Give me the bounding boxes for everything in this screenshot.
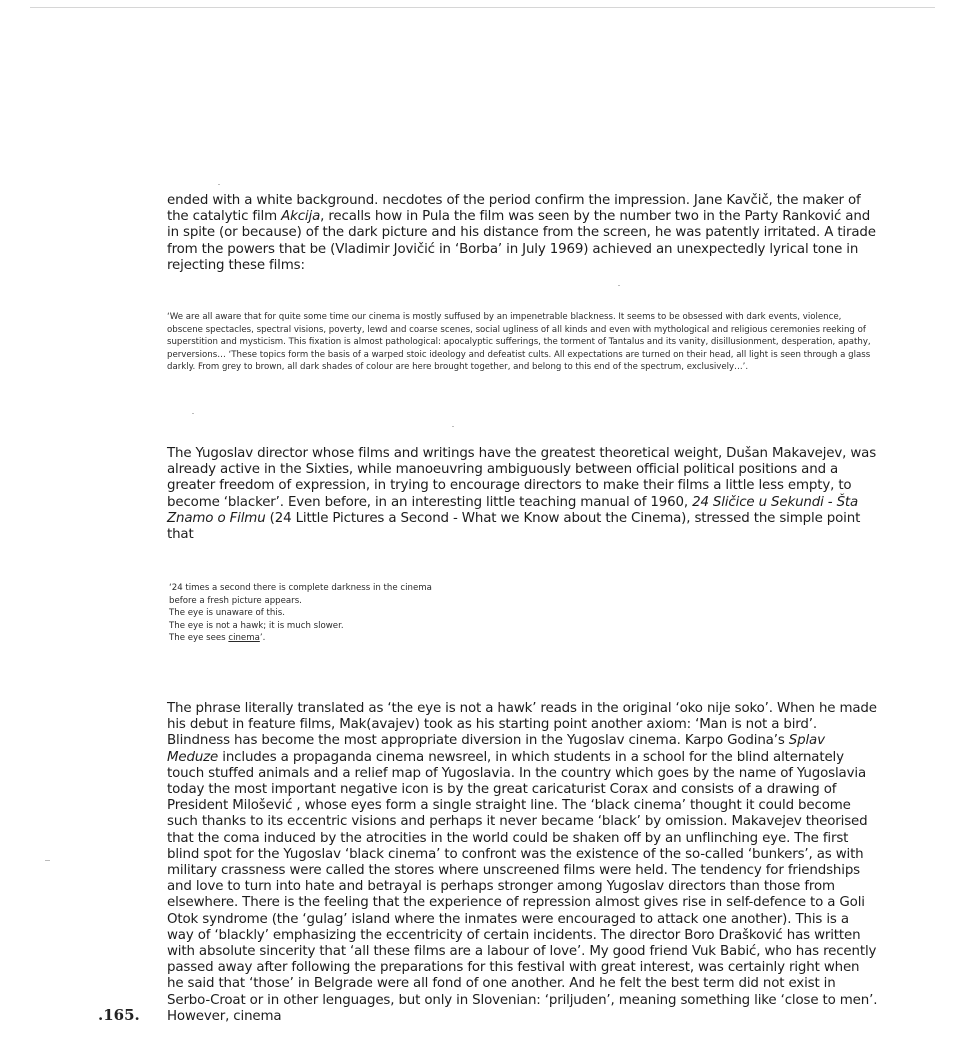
quote-line: The eye sees cinema’. — [169, 633, 266, 644]
quote-line: The eye is unaware of this. — [169, 608, 285, 619]
scan-speck — [452, 426, 454, 427]
underlined-word: cinema — [228, 633, 260, 644]
block-quote-makavejev — [169, 582, 489, 645]
book-title: 24 Sličice u Sekundi - Šta Znamo o Filmu — [167, 494, 859, 526]
body-paragraph-2: The Yugoslav director whose films and writings have the greatest theoretical weight, Dušan Makavejev, was already active in the Sixties, while manoeuvring ambiguously between official political positions and a greater freedom of expression, in trying to encourage directors to make their films a little less empty, to become ‘blacker’. Even before, in an interesting little teaching manual of 1960, 24 Sličice u Sekundi - Šta Znamo o Filmu (24 Little Pictures a Second - What we Know about the Cinema), stressed the simple point that — [167, 446, 877, 543]
block-quote-borba: ‘We are all aware that for quite some time our cinema is mostly suffused by an impenetrable blackness. It seems to be obsessed with dark events, violence, obscene spectacles, spectral visions, poverty, lewd and coarse scenes, social ugliness of all kinds and even with mythological and religious ceremonies reeking of superstition and mysticism. This fixation is almost pathological: apocalyptic sufferings, the torment of Tantalus and its vanity, disillusionment, desperation, apathy, perversions… ‘These topics form the basis of a warped stoic ideology and defeatist cults. All expectations are turned on their head, all light is seen through a glass darkly. From grey to brown, all dark shades of colour are here brought together, and belong to this end of the spectrum, exclusively…’. — [167, 312, 871, 373]
quote-line: ‘24 times a second there is complete darkness in the cinema — [169, 583, 432, 593]
scan-speck — [45, 860, 50, 861]
quote-line: before a fresh picture appears. — [169, 595, 302, 606]
body-paragraph-1: ended with a white background. necdotes of the period confirm the impression. Jane Kavčič, the maker of the catalytic film Akcija, recalls how in Pula the film was seen by the number two in the Party Ranković and in spite (or because) of the dark picture and his distance from the screen, he was patently irritated. A tirade from the powers that be (Vladimir Jovičić in ‘Borba’ in July 1969) achieved an unexpectedly lyrical tone in rejecting these films: — [167, 193, 876, 273]
film-title-akcija: Akcija — [281, 209, 321, 225]
page-number: .165. — [98, 1006, 140, 1024]
body-paragraph-3: The phrase literally translated as ‘the eye is not a hawk’ reads in the original ‘oko nije soko’. When he made his debut in feature films, Mak(avajev) took as his starting point another axiom: ‘Man is not a bird’. Blindness has become the most appropriate diversion in the Yugoslav cinema. Karpo Godina’s Splav Meduze includes a propaganda cinema newsreel, in which students in a school for the blind alternately touch stuffed animals and a relief map of Yugoslavia. In the country which goes by the name of Yugoslavia today the most important negative icon is by the great caricaturist Corax and consists of a drawing of President Milošević , whose eyes form a single straight line. The ‘black cinema’ thought it could become such thanks to its eccentric visions and perhaps it never became ‘black’ by omission. Makavejev theorised that the coma induced by the atrocities in the world could be shaken off by an unflinching eye. The first blind spot for the Yugoslav ‘black cinema’ to confront was the existence of the so-called ‘bunkers’, as with military crassness were called the stores where unscreened films were held. The tendency for friendships and love to turn into hate and betrayal is perhaps stronger among Yugoslav directors than those from elsewhere. There is the feeling that the experience of repression almost gives rise in self-defence to a Goli Otok syndrome (the ‘gulag’ island where the inmates were encouraged to attack one another). This is a way of ‘blackly’ emphasizing the eccentricity of certain incidents. The director Boro Drašković has written with absolute sincerity that ‘all these films are a labour of love’. My good friend Vuk Babić, who has recently passed away after following the preparations for this festival with great interest, was certainly right when he said that ‘those’ in Belgrade were all fond of one another. And he felt the best term did not exist in Serbo-Croat or in other lenguages, but only in Slovenian: ‘priljuden’, meaning something like ‘close to men’. However, cinema — [167, 701, 878, 1024]
film-title-splav-meduze: Splav Meduze — [167, 733, 825, 765]
scan-speck — [618, 285, 620, 286]
top-rule — [30, 7, 935, 8]
quote-line: The eye is not a hawk; it is much slower. — [169, 620, 344, 631]
scan-speck — [218, 184, 220, 185]
scan-speck — [192, 413, 194, 414]
